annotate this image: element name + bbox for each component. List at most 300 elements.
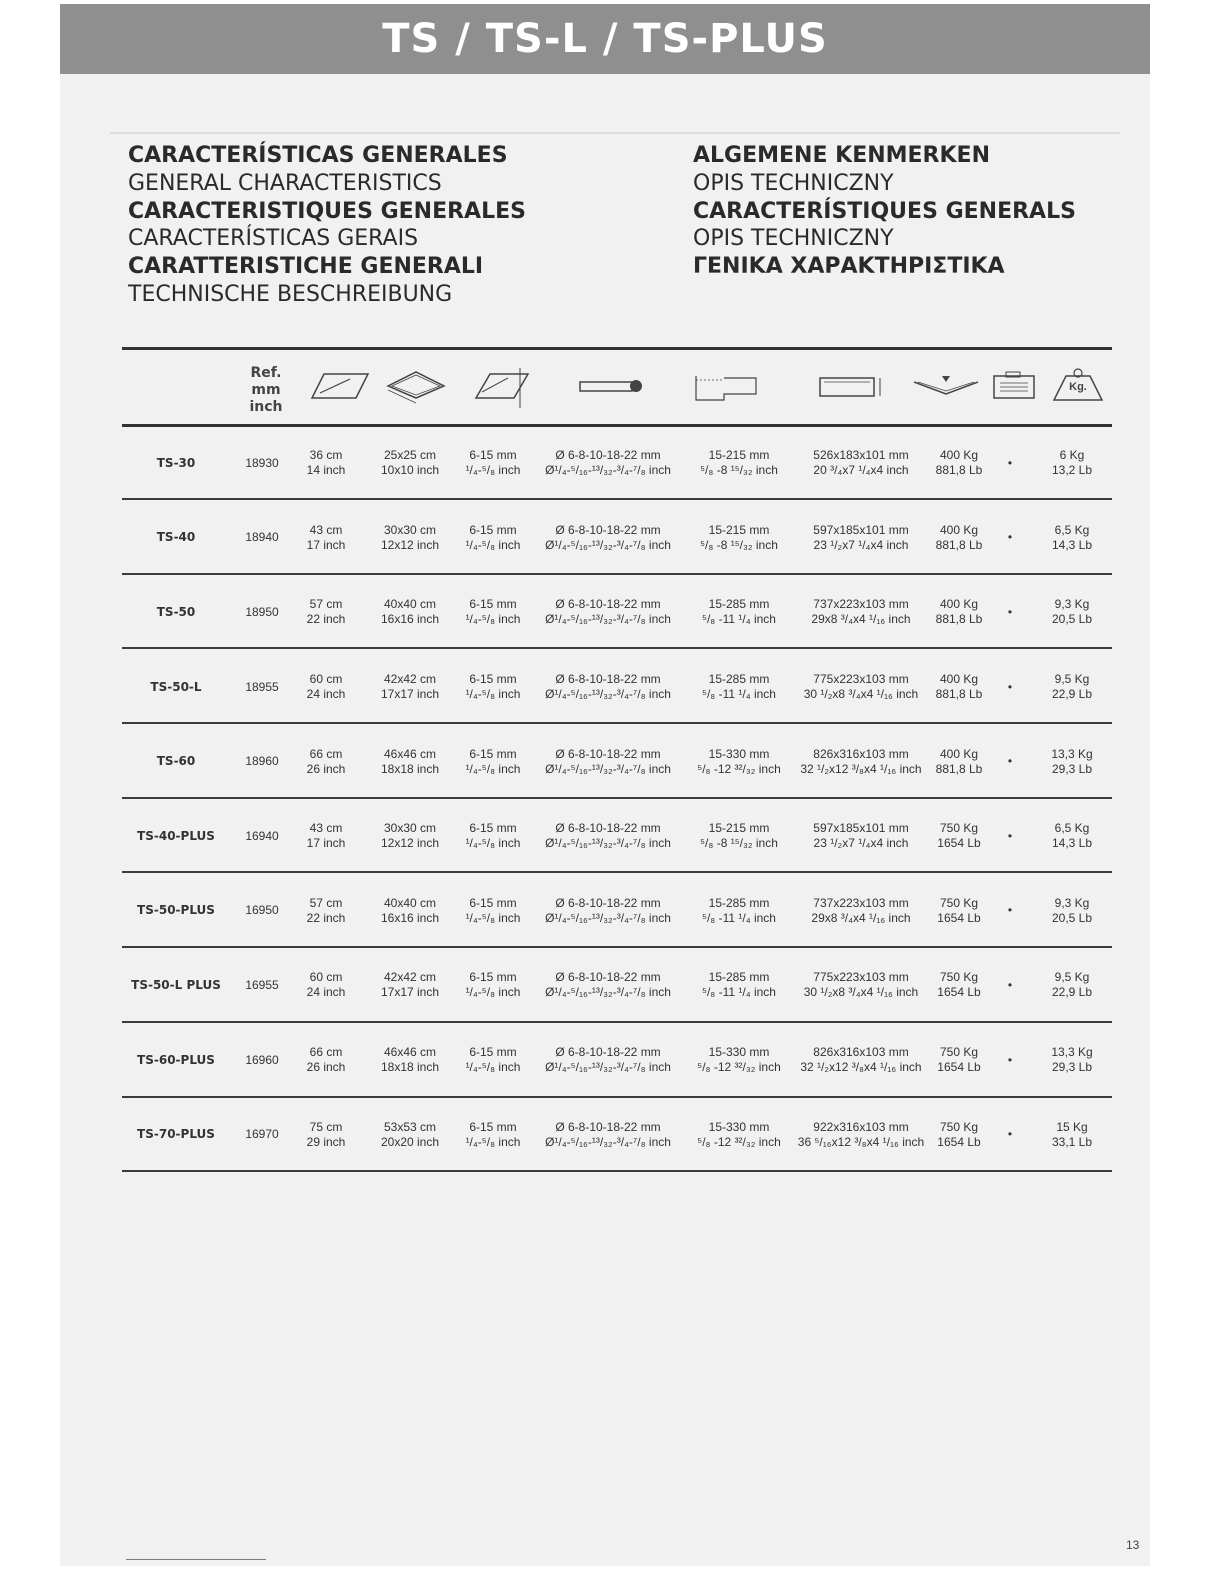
drill-depth-cell xyxy=(684,724,794,799)
drill-bits-cell xyxy=(532,1023,684,1098)
thickness-cell xyxy=(454,1023,532,1098)
dimensions-cell xyxy=(794,650,928,725)
weight-cell-line: 14,3 Lb xyxy=(1051,836,1093,851)
diagonal-cell xyxy=(366,799,454,874)
drill-bits-cell-line: Ø 6-8-10-18-22 mm xyxy=(555,448,661,463)
model-cell: TS-60 xyxy=(156,754,196,769)
diagonal-cell-line: 18x18 inch xyxy=(380,761,440,776)
dimensions-cell-line: 32 ¹/₂x12 ³/₈x4 ¹/₁₆ inch xyxy=(800,1060,922,1075)
drill-depth-cell-line: ⁵/₈ -12 ³²/₃₂ inch xyxy=(697,761,781,776)
diagonal-cell xyxy=(366,501,454,576)
weight-cell xyxy=(1030,426,1114,501)
thickness-cell-line: ¹/₄-⁵/₈ inch xyxy=(465,463,521,478)
thickness-cell-line: 6-15 mm xyxy=(469,1045,517,1060)
dimensions-cell-line: 922x316x103 mm xyxy=(813,1119,909,1134)
heading-line: ALGEMENE KENMERKEN xyxy=(693,143,990,168)
row-divider xyxy=(122,722,1112,724)
drill-depth-cell-line: 15-330 mm xyxy=(708,746,770,761)
diagonal-cell-line: 12x12 inch xyxy=(380,836,440,851)
thickness-cell-line: ¹/₄-⁵/₈ inch xyxy=(465,985,521,1000)
dimensions-cell-line: 526x183x101 mm xyxy=(813,448,909,463)
cutting-length-cell xyxy=(286,575,366,650)
dimensions-cell-line: 30 ¹/₂x8 ³/₄x4 ¹/₁₆ inch xyxy=(803,985,919,1000)
heading-line: OPIS TECHNICZNY xyxy=(693,170,894,196)
weight-cell xyxy=(1030,724,1114,799)
diagonal-cell-line: 30x30 cm xyxy=(383,821,437,836)
weight-cell-line: 13,3 Kg xyxy=(1051,746,1093,761)
drill-depth-cell xyxy=(684,1023,794,1098)
diagonal-cell-line: 20x20 inch xyxy=(380,1134,440,1149)
breaking-force-cell xyxy=(928,501,990,576)
case-icon xyxy=(992,366,1036,406)
weight-cell-line: 6 Kg xyxy=(1059,448,1085,463)
dimensions-cell-line: 597x185x101 mm xyxy=(813,821,909,836)
dimensions-cell-line: 23 ¹/₂x7 ¹/₄x4 inch xyxy=(813,836,909,851)
cutting-length-cell-line: 24 inch xyxy=(306,985,346,1000)
dimensions-cell-line: 36 ⁵/₁₆x12 ³/₈x4 ¹/₁₆ inch xyxy=(797,1134,925,1149)
table-top-rule xyxy=(122,347,1112,350)
thickness-cell-line: 6-15 mm xyxy=(469,746,517,761)
ref-cell: 18960 xyxy=(245,754,279,769)
model-cell: TS-30 xyxy=(156,455,196,470)
breaking-force-cell-line: 1654 Lb xyxy=(937,836,981,851)
thickness-cell-line: ¹/₄-⁵/₈ inch xyxy=(465,910,521,925)
weight-cell xyxy=(1030,650,1114,725)
dimensions-cell xyxy=(794,724,928,799)
drill-bits-cell-line: Ø 6-8-10-18-22 mm xyxy=(555,672,661,687)
ref-cell: 18930 xyxy=(245,455,279,470)
drill-bits-cell xyxy=(532,874,684,949)
drill-depth-cell-line: ⁵/₈ -11 ¹/₄ inch xyxy=(702,985,776,1000)
thickness-cell-line: ¹/₄-⁵/₈ inch xyxy=(465,687,521,702)
weight-cell-line: 15 Kg xyxy=(1056,1119,1088,1134)
breaking-force-cell xyxy=(928,1023,990,1098)
thickness-cell-line: 6-15 mm xyxy=(469,970,517,985)
weight-cell xyxy=(1030,799,1114,874)
table-row xyxy=(114,501,1114,576)
weight-icon-label: Kg. xyxy=(1069,381,1087,393)
thickness-cell xyxy=(454,1097,532,1172)
drill-depth-cell xyxy=(684,650,794,725)
case-included-cell: • xyxy=(1007,903,1013,918)
drill-bits-cell-line: Ø 6-8-10-18-22 mm xyxy=(555,522,661,537)
cutting-length-cell-line: 26 inch xyxy=(306,761,346,776)
drill-depth-cell-line: ⁵/₈ -11 ¹/₄ inch xyxy=(702,910,776,925)
drill-depth-icon xyxy=(694,366,760,406)
breaking-force-cell-line: 881,8 Lb xyxy=(935,537,983,552)
weight-cell-line: 9,5 Kg xyxy=(1054,970,1090,985)
cutting-length-cell xyxy=(286,948,366,1023)
breaking-force-cell-line: 1654 Lb xyxy=(937,1134,981,1149)
table-row xyxy=(114,1023,1114,1098)
weight-cell-line: 33,1 Lb xyxy=(1051,1134,1093,1149)
thickness-cell-line: ¹/₄-⁵/₈ inch xyxy=(465,612,521,627)
ref-cell: 16955 xyxy=(245,977,279,992)
breaking-force-cell-line: 750 Kg xyxy=(939,1045,979,1060)
weight-cell-line: 6,5 Kg xyxy=(1054,522,1090,537)
diagonal-cell-line: 46x46 cm xyxy=(383,746,437,761)
ref-cell: 18940 xyxy=(245,530,279,545)
thickness-cell-line: 6-15 mm xyxy=(469,597,517,612)
model-cell: TS-50-L PLUS xyxy=(131,977,221,992)
breaking-force-cell-line: 881,8 Lb xyxy=(935,463,983,478)
cutting-length-cell-line: 17 inch xyxy=(306,836,346,851)
diagonal-cell-line: 12x12 inch xyxy=(380,537,440,552)
drill-depth-cell xyxy=(684,575,794,650)
heading-line: CARACTERÍSTICAS GERAIS xyxy=(128,226,419,252)
table-row xyxy=(114,874,1114,949)
dimensions-cell-line: 737x223x103 mm xyxy=(813,597,909,612)
drill-bits-cell xyxy=(532,1097,684,1172)
dimensions-cell xyxy=(794,501,928,576)
cutting-length-cell xyxy=(286,501,366,576)
table-row xyxy=(114,575,1114,650)
breaking-force-cell xyxy=(928,575,990,650)
page-title: TS / TS-L / TS-PLUS xyxy=(382,16,828,62)
ref-cell: 16940 xyxy=(245,828,279,843)
cutting-length-cell-line: 66 cm xyxy=(309,1045,343,1060)
weight-cell-line: 9,3 Kg xyxy=(1054,597,1090,612)
breaking-force-cell-line: 1654 Lb xyxy=(937,1060,981,1075)
cutting-length-cell-line: 75 cm xyxy=(309,1119,343,1134)
headings-right xyxy=(693,142,1076,281)
thickness-cell-line: 6-15 mm xyxy=(469,821,517,836)
drill-bits-cell-line: Ø¹/₄-⁵/₁₆-¹³/₃₂-³/₄-⁷/₈ inch xyxy=(545,761,671,776)
case-included-cell: • xyxy=(1007,977,1013,992)
weight-cell-line: 20,5 Lb xyxy=(1051,910,1093,925)
diagonal-cell-line: 40x40 cm xyxy=(383,597,437,612)
breaking-force-cell xyxy=(928,724,990,799)
weight-cell-line: 20,5 Lb xyxy=(1051,612,1093,627)
dimensions-cell xyxy=(794,799,928,874)
model-cell: TS-70-PLUS xyxy=(137,1127,215,1142)
drill-depth-cell-line: 15-285 mm xyxy=(708,895,770,910)
cutting-length-cell-line: 60 cm xyxy=(309,970,343,985)
breaking-force-cell xyxy=(928,948,990,1023)
drill-depth-cell-line: 15-330 mm xyxy=(708,1119,770,1134)
cutting-length-icon xyxy=(310,366,372,406)
row-divider xyxy=(122,946,1112,948)
diagonal-cell-line: 25x25 cm xyxy=(383,448,437,463)
dimensions-cell-line: 32 ¹/₂x12 ³/₈x4 ¹/₁₆ inch xyxy=(800,761,922,776)
tile-thickness-icon xyxy=(474,366,534,410)
ref-cell: 16960 xyxy=(245,1052,279,1067)
drill-depth-cell xyxy=(684,874,794,949)
weight-cell xyxy=(1030,575,1114,650)
drill-depth-cell-line: ⁵/₈ -12 ³²/₃₂ inch xyxy=(697,1134,781,1149)
drill-bits-cell xyxy=(532,948,684,1023)
diagonal-cell-line: 16x16 inch xyxy=(380,910,440,925)
thickness-cell xyxy=(454,948,532,1023)
diagonal-cell xyxy=(366,948,454,1023)
drill-bits-cell xyxy=(532,426,684,501)
dimensions-cell-line: 597x185x101 mm xyxy=(813,522,909,537)
cutting-length-cell xyxy=(286,426,366,501)
dimensions-cell xyxy=(794,426,928,501)
cutting-length-cell-line: 43 cm xyxy=(309,821,343,836)
dimensions-cell xyxy=(794,1023,928,1098)
ref-cell: 18955 xyxy=(245,679,279,694)
dimensions-cell-line: 737x223x103 mm xyxy=(813,895,909,910)
thickness-cell-line: 6-15 mm xyxy=(469,448,517,463)
dimensions-cell-line: 23 ¹/₂x7 ¹/₄x4 inch xyxy=(813,537,909,552)
cutting-length-cell-line: 17 inch xyxy=(306,537,346,552)
model-cell: TS-50 xyxy=(156,604,196,619)
thickness-cell xyxy=(454,426,532,501)
weight-cell-line: 29,3 Lb xyxy=(1051,1060,1093,1075)
cutting-length-cell-line: 26 inch xyxy=(306,1060,346,1075)
table-row xyxy=(114,426,1114,501)
diagonal-cell xyxy=(366,650,454,725)
dimensions-cell xyxy=(794,874,928,949)
dimensions-cell-line: 29x8 ³/₄x4 ¹/₁₆ inch xyxy=(811,910,911,925)
thickness-cell xyxy=(454,874,532,949)
footer-link-underline xyxy=(126,1559,266,1560)
drill-bits-cell xyxy=(532,724,684,799)
drill-bits-cell-line: Ø¹/₄-⁵/₁₆-¹³/₃₂-³/₄-⁷/₈ inch xyxy=(545,985,671,1000)
drill-bits-cell-line: Ø 6-8-10-18-22 mm xyxy=(555,746,661,761)
dimensions-cell-line: 29x8 ³/₄x4 ¹/₁₆ inch xyxy=(811,612,911,627)
diagonal-cell-line: 16x16 inch xyxy=(380,612,440,627)
weight-cell-line: 22,9 Lb xyxy=(1051,985,1093,1000)
dimensions-cell xyxy=(794,948,928,1023)
diagonal-cell xyxy=(366,575,454,650)
drill-depth-cell-line: 15-215 mm xyxy=(708,821,770,836)
dimensions-cell-line: 826x316x103 mm xyxy=(813,1045,909,1060)
cutting-length-cell-line: 24 inch xyxy=(306,687,346,702)
drill-bits-cell xyxy=(532,575,684,650)
drill-depth-cell-line: 15-215 mm xyxy=(708,522,770,537)
diagonal-cell-line: 40x40 cm xyxy=(383,895,437,910)
cutting-length-cell xyxy=(286,1097,366,1172)
drill-depth-cell-line: 15-330 mm xyxy=(708,1045,770,1060)
cutting-length-cell-line: 22 inch xyxy=(306,910,346,925)
diagonal-cell-line: 18x18 inch xyxy=(380,1060,440,1075)
cutting-length-cell-line: 29 inch xyxy=(306,1134,346,1149)
drill-depth-cell xyxy=(684,948,794,1023)
dimensions-cell xyxy=(794,575,928,650)
thickness-cell-line: 6-15 mm xyxy=(469,895,517,910)
heading-line: ΓΕΝΙΚΑ ΧΑΡΑΚΤΗΡΙΣΤΙΚΑ xyxy=(693,254,1005,280)
drill-bits-cell-line: Ø¹/₄-⁵/₁₆-¹³/₃₂-³/₄-⁷/₈ inch xyxy=(545,463,671,478)
drill-depth-cell xyxy=(684,1097,794,1172)
ref-header-line: mm xyxy=(251,382,281,398)
diagonal-cell-line: 46x46 cm xyxy=(383,1045,437,1060)
weight-icon xyxy=(1052,366,1104,406)
bleed-through-shadow xyxy=(110,92,1120,134)
table-row xyxy=(114,948,1114,1023)
weight-cell xyxy=(1030,1023,1114,1098)
cutting-length-cell xyxy=(286,724,366,799)
weight-cell-line: 13,2 Lb xyxy=(1051,463,1093,478)
diagonal-cell-line: 17x17 inch xyxy=(380,985,440,1000)
thickness-cell-line: 6-15 mm xyxy=(469,1119,517,1134)
heading-line: CARATTERISTICHE GENERALI xyxy=(128,254,484,280)
drill-depth-cell xyxy=(684,426,794,501)
cutting-length-cell-line: 22 inch xyxy=(306,612,346,627)
cutting-length-cell-line: 60 cm xyxy=(309,672,343,687)
model-cell: TS-50-L xyxy=(150,679,202,694)
weight-cell-line: 14,3 Lb xyxy=(1051,537,1093,552)
drill-depth-cell-line: ⁵/₈ -8 ¹⁵/₃₂ inch xyxy=(700,463,778,478)
dimensions-cell-line: 775x223x103 mm xyxy=(813,672,909,687)
thickness-cell xyxy=(454,650,532,725)
breaking-force-cell-line: 750 Kg xyxy=(939,821,979,836)
drill-depth-cell-line: ⁵/₈ -8 ¹⁵/₃₂ inch xyxy=(700,537,778,552)
case-included-cell: • xyxy=(1007,828,1013,843)
table-row xyxy=(114,724,1114,799)
heading-line: CARACTERISTIQUES GENERALES xyxy=(128,198,526,224)
diagonal-cell xyxy=(366,1023,454,1098)
breaking-force-cell-line: 400 Kg xyxy=(939,672,979,687)
weight-cell-line: 13,3 Kg xyxy=(1051,1045,1093,1060)
drill-bits-cell-line: Ø 6-8-10-18-22 mm xyxy=(555,1045,661,1060)
diagonal-cell xyxy=(366,874,454,949)
case-included-cell: • xyxy=(1007,604,1013,619)
cutting-length-cell-line: 43 cm xyxy=(309,522,343,537)
page-number: 13 xyxy=(1126,1538,1140,1552)
breaking-force-cell xyxy=(928,426,990,501)
drill-bits-cell xyxy=(532,650,684,725)
weight-cell-line: 29,3 Lb xyxy=(1051,761,1093,776)
drill-depth-cell-line: ⁵/₈ -8 ¹⁵/₃₂ inch xyxy=(700,836,778,851)
diagonal-cell-line: 42x42 cm xyxy=(383,672,437,687)
thickness-cell-line: 6-15 mm xyxy=(469,672,517,687)
drill-bits-cell-line: Ø¹/₄-⁵/₁₆-¹³/₃₂-³/₄-⁷/₈ inch xyxy=(545,836,671,851)
case-included-cell: • xyxy=(1007,679,1013,694)
breaking-force-cell-line: 750 Kg xyxy=(939,895,979,910)
cutting-length-cell-line: 57 cm xyxy=(309,597,343,612)
heading-line: GENERAL CHARACTERISTICS xyxy=(128,170,442,196)
diagonal-cell-line: 17x17 inch xyxy=(380,687,440,702)
breaking-force-cell-line: 881,8 Lb xyxy=(935,687,983,702)
row-divider xyxy=(122,797,1112,799)
breaking-force-cell-line: 881,8 Lb xyxy=(935,761,983,776)
heading-line: OPIS TECHNICZNY xyxy=(693,226,894,252)
drill-depth-cell-line: ⁵/₈ -12 ³²/₃₂ inch xyxy=(697,1060,781,1075)
heading-line: CARACTERÍSTICAS GENERALES xyxy=(128,143,508,168)
cutting-length-cell-line: 66 cm xyxy=(309,746,343,761)
diagonal-cell xyxy=(366,724,454,799)
ref-header-line: Ref. xyxy=(250,365,282,381)
diagonal-cell-line: 42x42 cm xyxy=(383,970,437,985)
weight-cell-line: 9,5 Kg xyxy=(1054,672,1090,687)
row-divider xyxy=(122,1096,1112,1098)
model-cell: TS-40-PLUS xyxy=(137,828,215,843)
thickness-cell xyxy=(454,501,532,576)
title-banner xyxy=(60,4,1150,74)
diagonal-cell-line: 30x30 cm xyxy=(383,522,437,537)
diagonal-cell xyxy=(366,426,454,501)
drill-bits-cell-line: Ø 6-8-10-18-22 mm xyxy=(555,821,661,836)
cutting-length-cell xyxy=(286,799,366,874)
dimensions-cell-line: 30 ¹/₂x8 ³/₄x4 ¹/₁₆ inch xyxy=(803,687,919,702)
breaking-force-cell-line: 400 Kg xyxy=(939,522,979,537)
thickness-cell-line: ¹/₄-⁵/₈ inch xyxy=(465,1060,521,1075)
drill-bits-cell-line: Ø 6-8-10-18-22 mm xyxy=(555,895,661,910)
row-divider xyxy=(122,647,1112,649)
diagonal-cell-line: 53x53 cm xyxy=(383,1119,437,1134)
thickness-cell xyxy=(454,724,532,799)
case-included-cell: • xyxy=(1007,1052,1013,1067)
cutting-length-cell xyxy=(286,650,366,725)
breaking-force-cell-line: 750 Kg xyxy=(939,970,979,985)
drill-bits-cell-line: Ø 6-8-10-18-22 mm xyxy=(555,597,661,612)
headings-left xyxy=(128,142,526,309)
cutting-length-cell-line: 36 cm xyxy=(309,448,343,463)
breaking-force-cell-line: 750 Kg xyxy=(939,1119,979,1134)
model-cell: TS-40 xyxy=(156,530,196,545)
dimensions-cell-line: 775x223x103 mm xyxy=(813,970,909,985)
breaking-force-cell-line: 400 Kg xyxy=(939,597,979,612)
case-included-cell: • xyxy=(1007,754,1013,769)
breaking-force-cell-line: 1654 Lb xyxy=(937,985,981,1000)
drill-bit-icon xyxy=(576,366,646,406)
diagonal-cut-icon xyxy=(384,366,448,406)
row-divider xyxy=(122,1021,1112,1023)
drill-depth-cell xyxy=(684,799,794,874)
dimensions-cell-line: 826x316x103 mm xyxy=(813,746,909,761)
breaking-force-icon xyxy=(912,366,982,406)
drill-depth-cell-line: 15-285 mm xyxy=(708,672,770,687)
drill-bits-cell-line: Ø 6-8-10-18-22 mm xyxy=(555,1119,661,1134)
ref-column-header xyxy=(240,365,292,416)
thickness-cell xyxy=(454,575,532,650)
drill-depth-cell-line: 15-285 mm xyxy=(708,597,770,612)
breaking-force-cell-line: 881,8 Lb xyxy=(935,612,983,627)
model-cell: TS-60-PLUS xyxy=(137,1052,215,1067)
cutting-length-cell xyxy=(286,1023,366,1098)
drill-depth-cell-line: 15-285 mm xyxy=(708,970,770,985)
row-divider xyxy=(122,498,1112,500)
cutting-length-cell xyxy=(286,874,366,949)
breaking-force-cell-line: 400 Kg xyxy=(939,448,979,463)
drill-depth-cell-line: 15-215 mm xyxy=(708,448,770,463)
breaking-force-cell xyxy=(928,799,990,874)
weight-cell xyxy=(1030,1097,1114,1172)
thickness-cell-line: ¹/₄-⁵/₈ inch xyxy=(465,1134,521,1149)
heading-line: CARACTERÍSTIQUES GENERALS xyxy=(693,198,1076,224)
dimensions-icon xyxy=(818,366,884,406)
heading-line: TECHNISCHE BESCHREIBUNG xyxy=(128,281,453,307)
dimensions-cell xyxy=(794,1097,928,1172)
case-included-cell: • xyxy=(1007,1127,1013,1142)
ref-cell: 16950 xyxy=(245,903,279,918)
dimensions-cell-line: 20 ³/₄x7 ¹/₄x4 inch xyxy=(813,463,909,478)
drill-bits-cell-line: Ø¹/₄-⁵/₁₆-¹³/₃₂-³/₄-⁷/₈ inch xyxy=(545,537,671,552)
table-bottom-rule xyxy=(122,1170,1112,1172)
thickness-cell xyxy=(454,799,532,874)
weight-cell xyxy=(1030,874,1114,949)
drill-depth-cell xyxy=(684,501,794,576)
model-cell: TS-50-PLUS xyxy=(137,903,215,918)
table-row xyxy=(114,799,1114,874)
weight-cell xyxy=(1030,948,1114,1023)
breaking-force-cell xyxy=(928,1097,990,1172)
thickness-cell-line: ¹/₄-⁵/₈ inch xyxy=(465,836,521,851)
drill-bits-cell-line: Ø¹/₄-⁵/₁₆-¹³/₃₂-³/₄-⁷/₈ inch xyxy=(545,612,671,627)
drill-depth-cell-line: ⁵/₈ -11 ¹/₄ inch xyxy=(702,687,776,702)
weight-cell-line: 22,9 Lb xyxy=(1051,687,1093,702)
case-included-cell: • xyxy=(1007,455,1013,470)
weight-cell-line: 6,5 Kg xyxy=(1054,821,1090,836)
ref-cell: 18950 xyxy=(245,604,279,619)
drill-bits-cell-line: Ø¹/₄-⁵/₁₆-¹³/₃₂-³/₄-⁷/₈ inch xyxy=(545,687,671,702)
breaking-force-cell xyxy=(928,874,990,949)
row-divider xyxy=(122,573,1112,575)
case-included-cell: • xyxy=(1007,530,1013,545)
drill-bits-cell-line: Ø¹/₄-⁵/₁₆-¹³/₃₂-³/₄-⁷/₈ inch xyxy=(545,1134,671,1149)
